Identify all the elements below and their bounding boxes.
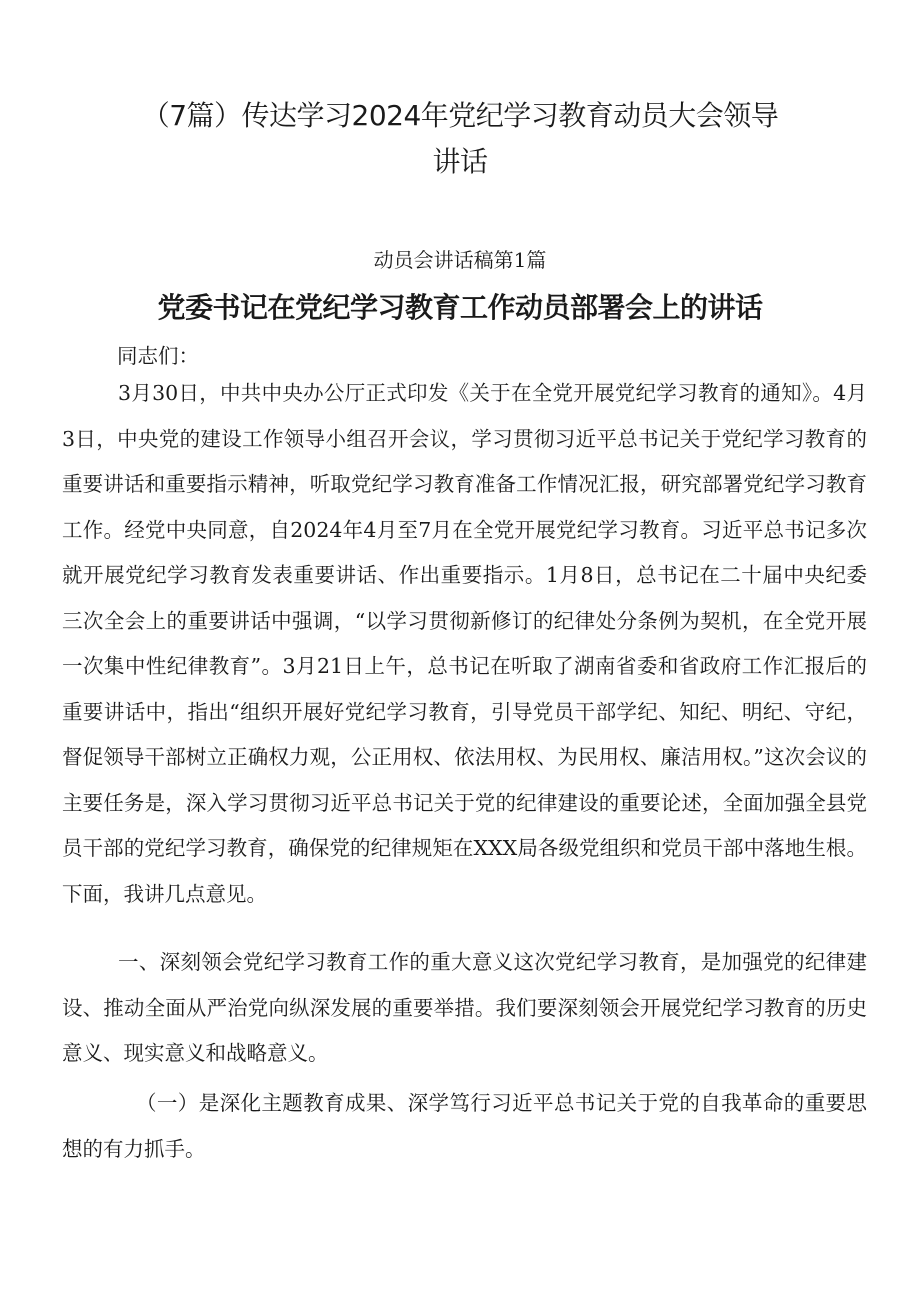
body-paragraph: 一、深刻领会党纪学习教育工作的重大意义这次党纪学习教育，是加强党的纪律建设、推动全面从严治党向纵深发展的重要举措。我们要深刻领会开展党纪学习教育的历史意义、现实意义和战略意义。: [62, 950, 867, 1065]
body-paragraph: 3月30日，中共中央办公厅正式印发《关于在全党开展党纪学习教育的通知》。4月3日，中央党的建设工作领导小组召开会议，学习贯彻习近平总书记关于党纪学习教育的重要讲话和重要指示精神，听取党纪学习教育准备工作情况汇报，研究部署党纪学习教育工作。经党中央同意，自2024年4月至7月在全党开展党纪学习教育。习近平总书记多次就开展党纪学习教育发表重要讲话、作出重要指示。1月8日，总书记在二十届中央纪委三次全会上的重要讲话中强调，“以学习贯彻新修订的纪律处分条例为契机，在全党开展一次集中性纪律教育”。3月21日上午，总书记在听取了湖南省委和省政府工作汇报后的重要讲话中，指出“组织开展好党纪学习教育，引导党员干部学纪、知纪、明纪、守纪，督促领导干部树立正确权力观，公正用权、依法用权、为民用权、廉洁用权。”这次会议的主要任务是，深入学习贯彻习近平总书记关于党的纪律建设的重要论述，全面加强全县党员干部的党纪学习教育，确保党的纪律规矩在XXX局各级党组织和党员干部中落地生根。下面，我讲几点意见。: [62, 381, 867, 906]
document-title-line1: （7篇）传达学习2024年党纪学习教育动员大会领导: [141, 99, 779, 132]
greeting: 同志们：: [117, 344, 199, 368]
speech-title: 党委书记在党纪学习教育工作动员部署会上的讲话: [157, 291, 763, 324]
speech-subtitle: 动员会讲话稿第1篇: [373, 248, 547, 272]
document-title-line2: 讲话: [432, 145, 488, 178]
body-paragraph: （一）是深化主题教育成果、深学笃行习近平总书记关于党的自我革命的重要思想的有力抓手。: [62, 1091, 867, 1161]
